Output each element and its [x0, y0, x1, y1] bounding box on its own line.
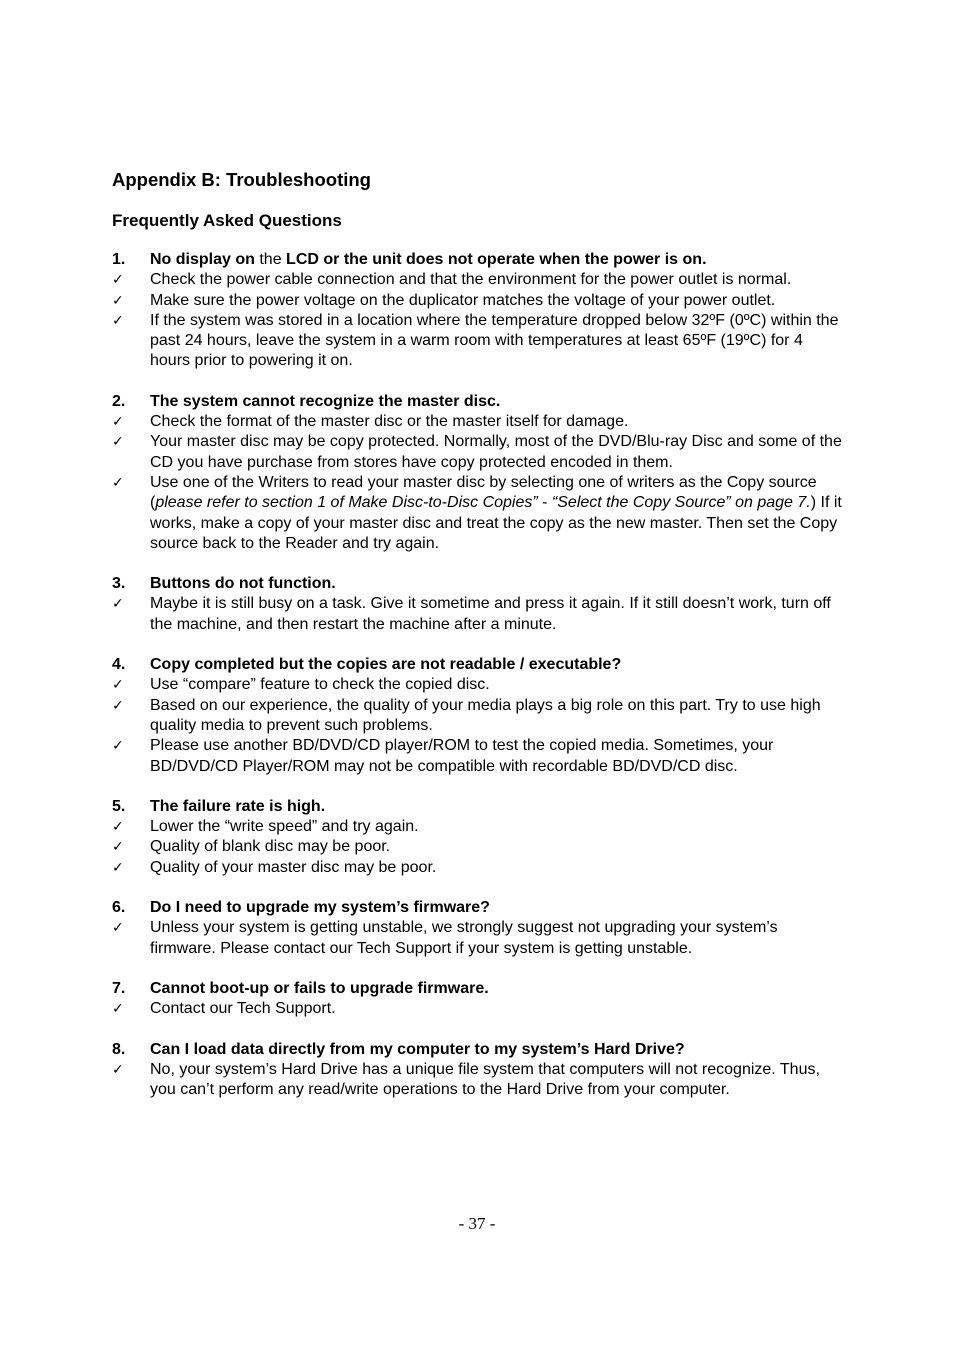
question-title: Can I load data directly from my computer to my system’s Hard Drive?	[150, 1040, 685, 1058]
checkmark-icon: ✓	[112, 920, 124, 937]
question-title: The failure rate is high.	[150, 797, 326, 815]
question-title: No display on the LCD or the unit does not operate when the power is on.	[150, 251, 707, 268]
checkmark-icon: ✓	[112, 596, 124, 613]
checkmark-icon: ✓	[112, 312, 124, 329]
list-item: ✓ Maybe it is still busy on a task. Give it sometime and press it again. If it still doesn’t work, turn off the machine, and then restart the machine after a minute.	[112, 594, 842, 635]
faq-question-3	[112, 574, 842, 635]
list-item: ✓ Quality of blank disc may be poor.	[112, 837, 842, 857]
question-number: 8.	[112, 1040, 126, 1058]
list-item: ✓ Quality of your master disc may be poor.	[112, 858, 842, 878]
faq-title: Frequently Asked Questions	[112, 211, 342, 230]
checkmark-icon: ✓	[112, 1001, 124, 1018]
list-item: ✓ Use “compare” feature to check the copied disc.	[112, 675, 842, 695]
faq-question-5	[112, 797, 842, 878]
question-number: 3.	[112, 575, 126, 593]
faq-question-7	[112, 979, 842, 1020]
section-reference: please refer to section 1 of Make Disc-to-Disc Copies”	[155, 494, 538, 512]
question-number: 6.	[112, 899, 126, 917]
checkmark-icon: ✓	[112, 1061, 124, 1078]
checkmark-icon: ✓	[112, 738, 124, 755]
checkmark-icon: ✓	[112, 474, 124, 491]
checkmark-icon: ✓	[112, 414, 124, 431]
list-item: ✓ Please use another BD/DVD/CD player/ROM to test the copied media. Sometimes, your BD/DVD/CD Player/ROM may not be compatible with recordable BD/DVD/CD disc.	[112, 736, 842, 777]
page-reference: “Select the Copy Source” on page 7.	[551, 494, 811, 512]
list-item: ✓ Check the format of the master disc or the master itself for damage.	[112, 412, 842, 432]
list-item: ✓ If the system was stored in a location where the temperature dropped below 32ºF (0ºC) within the past 24 hours, leave the system in a warm room with temperatures at least 65ºF (19ºC) for 4 hours prior to powering it on.	[112, 311, 842, 372]
list-item: ✓ Make sure the power voltage on the duplicator matches the voltage of your power outlet.	[112, 291, 842, 311]
question-number: 4.	[112, 656, 126, 674]
question-title: Buttons do not function.	[150, 575, 336, 593]
faq-question-6	[112, 898, 842, 959]
checkmark-icon: ✓	[112, 819, 124, 836]
checkmark-icon: ✓	[112, 434, 124, 451]
checkmark-icon: ✓	[112, 697, 124, 714]
question-number: 2.	[112, 392, 126, 410]
question-title: Do I need to upgrade my system’s firmware?	[150, 899, 490, 917]
list-item: ✓ Lower the “write speed” and try again.	[112, 817, 842, 837]
page-number: - 37 -	[458, 1214, 496, 1233]
appendix-title: Appendix B: Troubleshooting	[112, 169, 371, 190]
question-number: 1.	[112, 251, 126, 268]
list-item: ✓ Unless your system is getting unstable, we strongly suggest not upgrading your system’s firmware. Please contact our Tech Support if your system is getting unstable.	[112, 918, 842, 959]
faq-question-8	[112, 1040, 842, 1101]
list-item: ✓ Use one of the Writers to read your master disc by selecting one of writers as the Copy source (please refer to section 1 of Make Disc-to-Disc Copies” - “Select the Copy Source” on page 7.) If it works, make a copy of your master disc and treat the copy as the new master. Then set the Copy source back to the Reader and try again.	[112, 473, 842, 554]
list-item: ✓ Your master disc may be copy protected. Normally, most of the DVD/Blu-ray Disc and some of the CD you have purchase from stores have copy protected encoded in them.	[112, 432, 842, 473]
checkmark-icon: ✓	[112, 859, 124, 876]
question-title: The system cannot recognize the master disc.	[150, 392, 501, 410]
question-title: Cannot boot-up or fails to upgrade firmware.	[150, 979, 489, 997]
question-title: Copy completed but the copies are not readable / executable?	[150, 656, 622, 674]
checkmark-icon: ✓	[112, 272, 124, 289]
checkmark-icon: ✓	[112, 677, 124, 694]
list-item: ✓ Contact our Tech Support.	[112, 999, 842, 1019]
faq-question-1	[112, 250, 842, 372]
list-item: ✓ Check the power cable connection and that the environment for the power outlet is normal.	[112, 270, 842, 290]
document-body	[112, 168, 842, 1120]
checkmark-icon: ✓	[112, 839, 124, 856]
faq-question-2	[112, 392, 842, 554]
checkmark-icon: ✓	[112, 292, 124, 309]
list-item: ✓ Based on our experience, the quality of your media plays a big role on this part. Try to use high quality media to prevent such problems.	[112, 696, 842, 737]
list-item: ✓ No, your system’s Hard Drive has a unique file system that computers will not recognize. Thus, you can’t perform any read/write operations to the Hard Drive from your computer.	[112, 1060, 842, 1101]
question-number: 7.	[112, 979, 126, 997]
faq-question-4	[112, 655, 842, 777]
question-number: 5.	[112, 797, 126, 815]
